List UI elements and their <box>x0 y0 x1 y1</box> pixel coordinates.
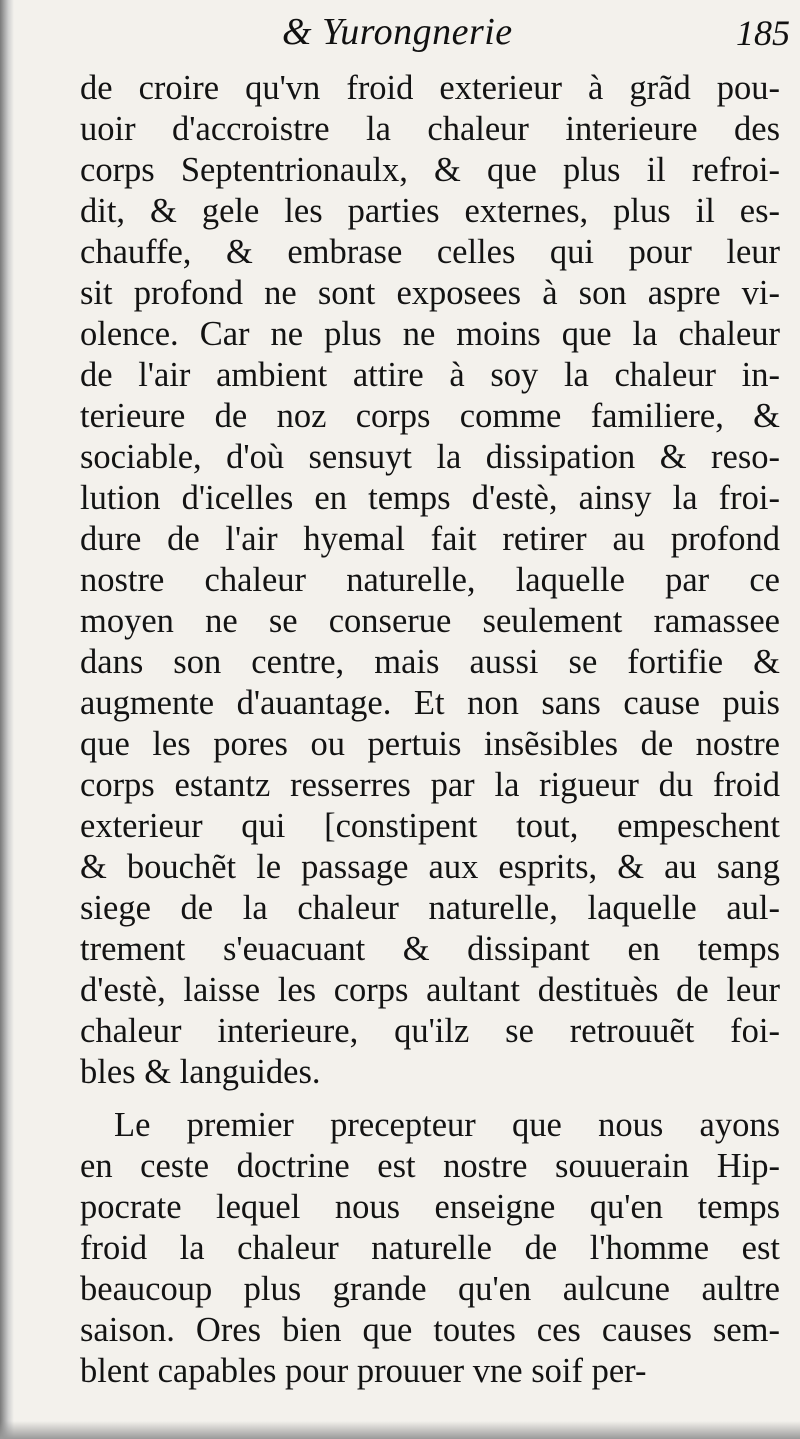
paragraph-gap <box>80 1093 780 1105</box>
page-header <box>0 10 800 62</box>
text-line: de croire qu'vn froid exterieur à grãd pou- <box>80 69 780 107</box>
text-block <box>80 68 780 1392</box>
text-line: sociable, d'où sensuyt la dissipation & reso- <box>80 438 780 476</box>
text-line: que les pores ou pertuis insẽsibles de nostre <box>80 725 780 763</box>
paragraph-1 <box>80 68 780 1093</box>
text-line: blent capables pour prouuer vne soif per- <box>80 1352 647 1390</box>
text-line: sit profond ne sont exposees à son aspre vi- <box>80 274 780 312</box>
paragraph-2 <box>80 1105 780 1392</box>
text-line: chaleur interieure, qu'ilz se retrouuẽt foi- <box>80 1012 780 1050</box>
text-line: Le premier precepteur que nous ayons <box>114 1106 780 1144</box>
text-line: dit, & gele les parties externes, plus il es- <box>80 192 780 230</box>
text-line: corps Septentrionaulx, & que plus il refroi- <box>80 151 780 189</box>
running-title: & Yurongnerie <box>282 11 513 53</box>
text-line: trement s'euacuant & dissipant en temps <box>80 930 780 968</box>
text-line: exterieur qui [constipent tout, empeschent <box>80 807 780 845</box>
text-line: terieure de noz corps comme familiere, & <box>80 397 780 435</box>
text-line: pocrate lequel nous enseigne qu'en temps <box>80 1188 780 1226</box>
text-line: de l'air ambient attire à soy la chaleur in- <box>80 356 780 394</box>
text-line: froid la chaleur naturelle de l'homme est <box>80 1229 780 1267</box>
text-line: dure de l'air hyemal fait retirer au profond <box>80 520 780 558</box>
text-line: chauffe, & embrase celles qui pour leur <box>80 233 780 271</box>
text-line: moyen ne se conserue seulement ramassee <box>80 602 780 640</box>
text-line: nostre chaleur naturelle, laquelle par ce <box>80 561 780 599</box>
text-line: uoir d'accroistre la chaleur interieure des <box>80 110 780 148</box>
text-line: lution d'icelles en temps d'estè, ainsy la froi- <box>80 479 780 517</box>
page-number: 185 <box>736 13 790 53</box>
text-line: siege de la chaleur naturelle, laquelle aul- <box>80 889 780 927</box>
text-line: d'estè, laisse les corps aultant destituès de leur <box>80 971 780 1009</box>
text-line: augmente d'auantage. Et non sans cause puis <box>80 684 780 722</box>
text-line: beaucoup plus grande qu'en aulcune aultre <box>80 1270 780 1308</box>
text-line: saison. Ores bien que toutes ces causes sem- <box>80 1311 780 1349</box>
text-line: & bouchẽt le passage aux esprits, & au sang <box>80 848 780 886</box>
page-bottom-shadow <box>0 1421 800 1439</box>
text-line: corps estantz resserres par la rigueur du froid <box>80 766 780 804</box>
text-line: en ceste doctrine est nostre souuerain Hip- <box>80 1147 780 1185</box>
page-gutter-shadow <box>0 0 14 1439</box>
text-line: dans son centre, mais aussi se fortifie & <box>80 643 780 681</box>
text-line: bles & languides. <box>80 1053 321 1091</box>
text-line: olence. Car ne plus ne moins que la chaleur <box>80 315 780 353</box>
